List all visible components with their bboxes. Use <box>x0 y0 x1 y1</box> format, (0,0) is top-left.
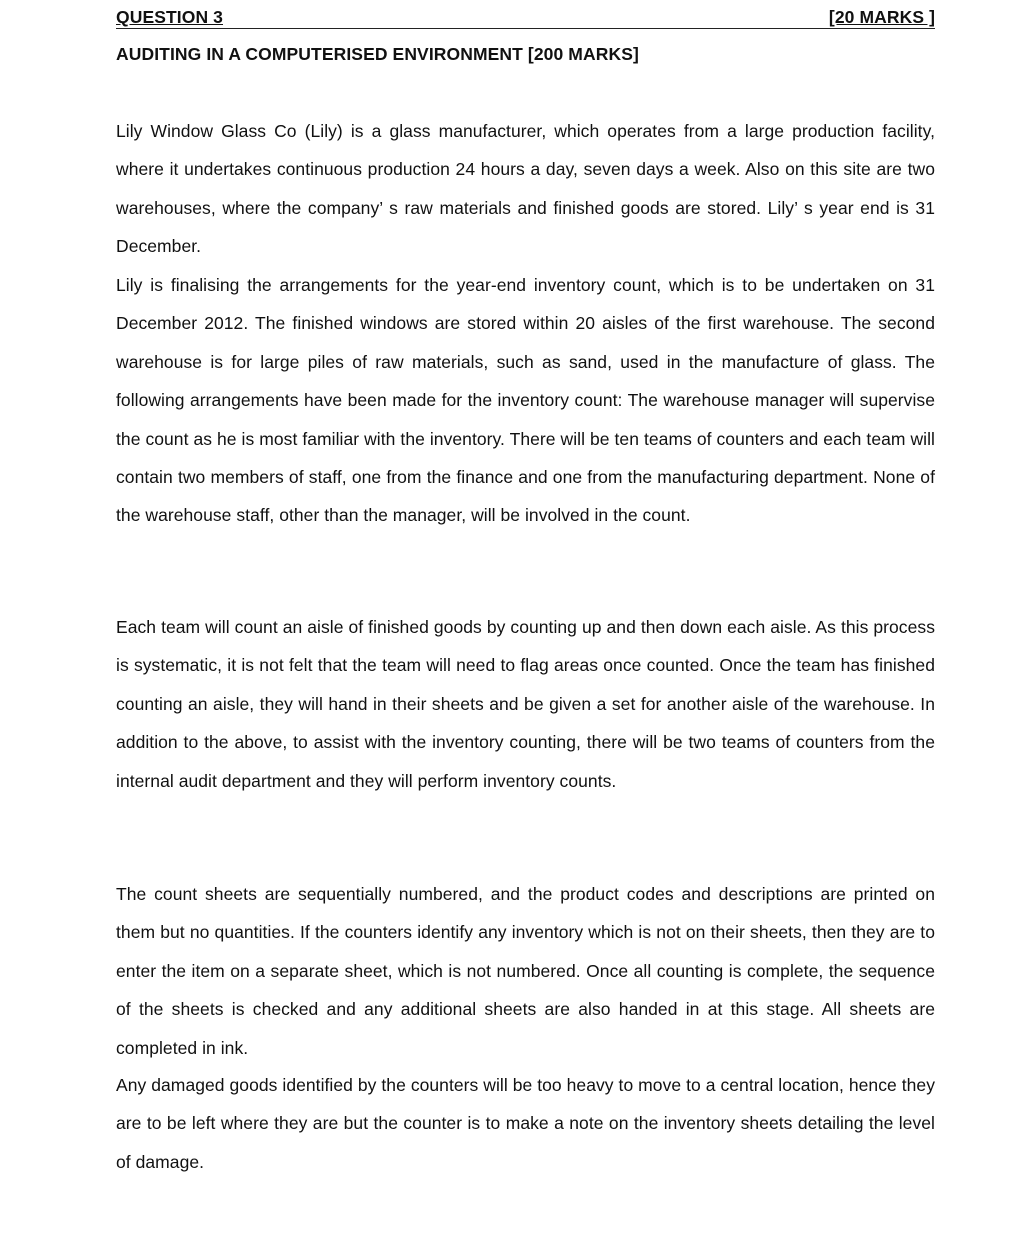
paragraph-count-arrangements: Lily is finalising the arrangements for the year-end inventory count, which is to be undertaken on 31 December 2012. The finished windows are stored within 20 aisles of the first warehouse. The second warehouse is for large piles of raw materials, such as sand, used in the manufacture of glass. The following arrangements have been made for the inventory count: The warehouse manager will supervise the count as he is most familiar with the inventory. There will be ten teams of counters and each team will contain two members of staff, one from the finance and one from the manufacturing department. None of the warehouse staff, other than the manager, will be involved in the count. <box>116 275 935 526</box>
section-heading: AUDITING IN A COMPUTERISED ENVIRONMENT [200 MARKS] <box>116 44 639 64</box>
question-marks: [20 MARKS ] <box>828 7 935 27</box>
paragraph-damaged-goods: Any damaged goods identified by the counters will be too heavy to move to a central location, hence they are to be left where they are but the counter is to make a note on the inventory sheets detailing the level of damage. <box>116 1075 935 1172</box>
paragraph-intro: Lily Window Glass Co (Lily) is a glass manufacturer, which operates from a large production facility, where it undertakes continuous production 24 hours a day, seven days a week. Also on this site are two warehouses, where the company’ s raw materials and finished goods are stored. Lily’ s year end is 31 December. <box>116 121 935 257</box>
paragraph-team-counting: Each team will count an aisle of finished goods by counting up and then down each aisle. As this process is systematic, it is not felt that the team will need to flag areas once counted. Once the team has finished counting an aisle, they will hand in their sheets and be given a set for another aisle of the warehouse. In addition to the above, to assist with the inventory counting, there will be two teams of counters from the internal audit department and they will perform inventory counts. <box>116 617 935 791</box>
question-number: QUESTION 3 <box>116 7 223 27</box>
question-header <box>116 4 935 29</box>
paragraph-count-sheets: The count sheets are sequentially numbered, and the product codes and descriptions are printed on them but no quantities. If the counters identify any inventory which is not on their sheets, then they are to enter the item on a separate sheet, which is not numbered. Once all counting is complete, the sequence of the sheets is checked and any additional sheets are also handed in at this stage. All sheets are completed in ink. <box>116 884 935 1058</box>
